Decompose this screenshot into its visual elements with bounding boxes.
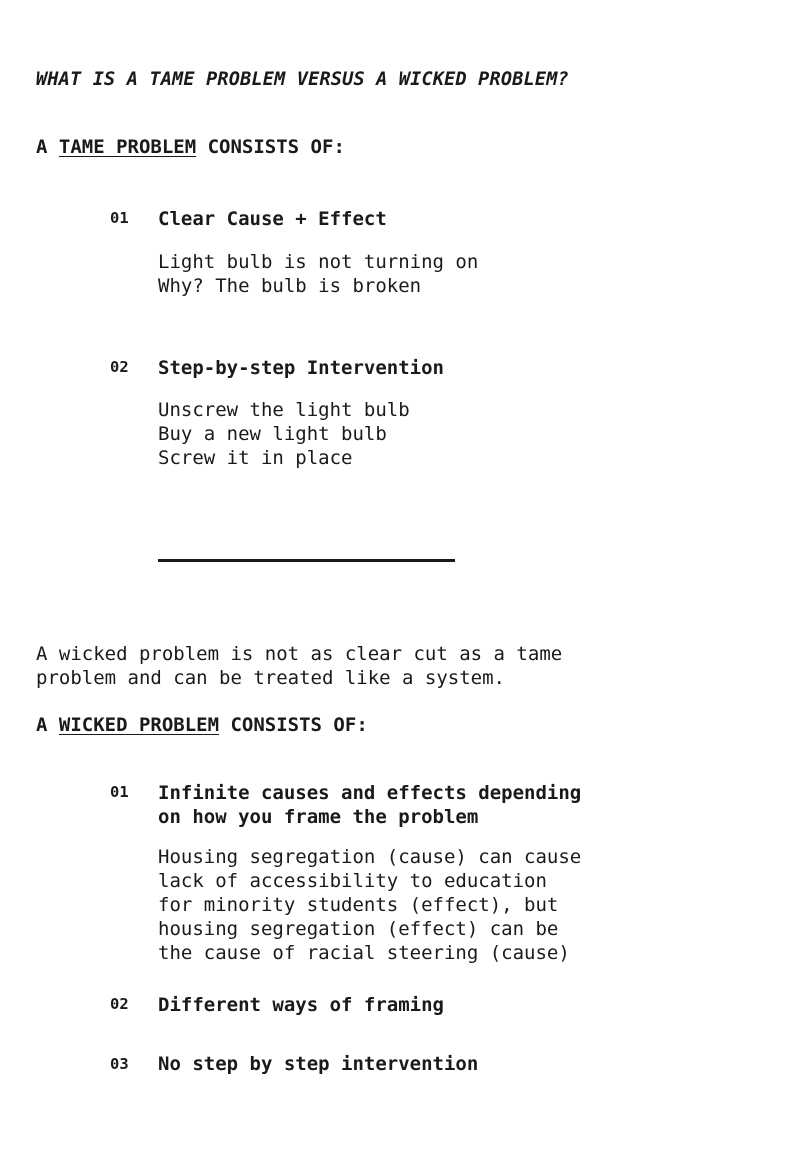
wicked-item-body-01 xyxy=(158,845,581,965)
tame-item-title-02: Step-by-step Intervention xyxy=(158,357,444,379)
wicked-problem-heading xyxy=(36,714,368,736)
heading-prefix: A xyxy=(36,136,59,158)
wicked-item-title-02: Different ways of framing xyxy=(158,994,444,1016)
wicked-item-number-03: 03 xyxy=(110,1055,129,1073)
wicked-item-number-02: 02 xyxy=(110,995,129,1013)
tame-item-number-01: 01 xyxy=(110,209,129,227)
body-line: Light bulb is not turning on xyxy=(158,251,479,273)
tame-item-title-01: Clear Cause + Effect xyxy=(158,208,387,230)
title-line: on how you frame the problem xyxy=(158,806,479,828)
body-line: Buy a new light bulb xyxy=(158,423,387,445)
heading-suffix: CONSISTS OF: xyxy=(196,136,345,158)
tame-item-number-02: 02 xyxy=(110,358,129,376)
tame-item-body-01 xyxy=(158,250,478,298)
body-line: Why? The bulb is broken xyxy=(158,275,422,297)
paragraph-line: A wicked problem is not as clear cut as a tame xyxy=(36,643,563,665)
body-line: the cause of racial steering (cause) xyxy=(158,942,570,964)
paragraph-line: problem and can be treated like a system. xyxy=(36,667,505,689)
page-title: WHAT IS A TAME PROBLEM VERSUS A WICKED PROBLEM? xyxy=(36,69,569,90)
body-line: lack of accessibility to education xyxy=(158,870,547,892)
body-line: housing segregation (effect) can be xyxy=(158,918,559,940)
heading-underlined-term: TAME PROBLEM xyxy=(58,136,197,158)
tame-item-body-02 xyxy=(158,398,410,470)
wicked-item-title-03: No step by step intervention xyxy=(158,1053,479,1075)
body-line: for minority students (effect), but xyxy=(158,894,559,916)
section-divider xyxy=(158,559,455,562)
title-line: Infinite causes and effects depending xyxy=(158,782,582,804)
body-line: Screw it in place xyxy=(158,447,353,469)
heading-suffix: CONSISTS OF: xyxy=(219,714,368,736)
wicked-item-number-01: 01 xyxy=(110,783,129,801)
wicked-item-title-01 xyxy=(158,781,581,829)
wicked-intro-paragraph xyxy=(36,642,562,690)
heading-underlined-term: WICKED PROBLEM xyxy=(58,714,220,736)
body-line: Unscrew the light bulb xyxy=(158,399,410,421)
tame-problem-heading xyxy=(36,136,345,158)
body-line: Housing segregation (cause) can cause xyxy=(158,846,582,868)
heading-prefix: A xyxy=(36,714,59,736)
